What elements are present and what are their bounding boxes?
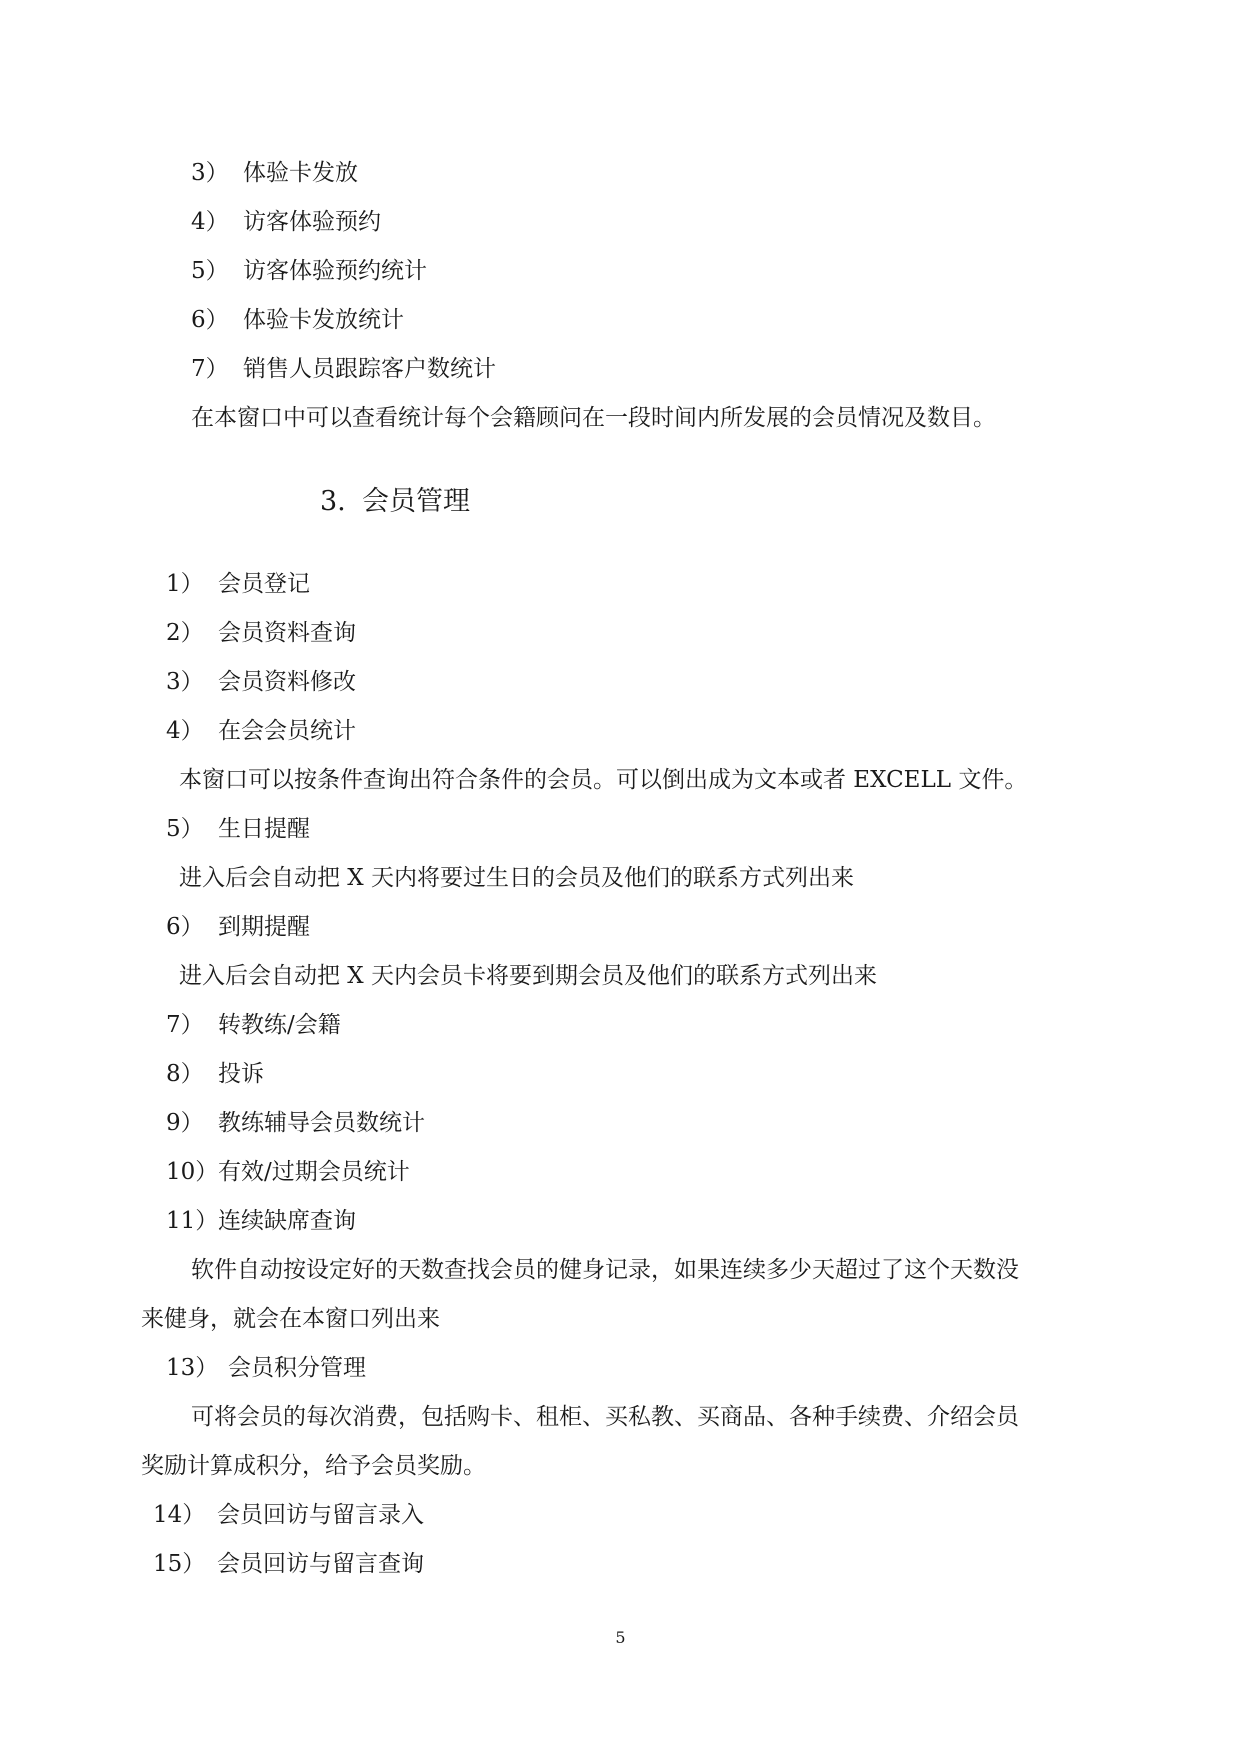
list-item-number: 4）	[191, 209, 229, 235]
section-heading	[320, 485, 470, 519]
paragraph: 进入后会自动把 X 天内会员卡将要到期会员及他们的联系方式列出来	[179, 963, 877, 989]
list-item-text: 访客体验预约统计	[243, 258, 427, 284]
paragraph: 进入后会自动把 X 天内将要过生日的会员及他们的联系方式列出来	[179, 865, 854, 891]
list-item-number: 1）	[166, 571, 204, 597]
list-item	[166, 1108, 425, 1138]
paragraph: 在本窗口中可以查看统计每个会籍顾问在一段时间内所发展的会员情况及数目。	[191, 405, 996, 431]
list-item-text: 会员资料修改	[218, 669, 356, 695]
list-item-number: 4）	[166, 718, 204, 744]
list-item	[166, 1157, 410, 1187]
list-item-number: 3）	[191, 160, 229, 186]
list-item-number: 10）	[166, 1159, 219, 1185]
list-item-text: 生日提醒	[218, 816, 310, 842]
section-title: 会员管理	[362, 486, 470, 517]
list-item-number: 9）	[166, 1110, 204, 1136]
list-item-text: 会员回访与留言查询	[217, 1551, 424, 1577]
section-number: 3.	[320, 486, 346, 517]
paragraph-line: 可将会员的每次消费，包括购卡、租柜、买私教、买商品、各种手续费、介绍会员	[191, 1404, 1019, 1430]
list-item-text: 投诉	[218, 1061, 264, 1087]
list-item-text: 体验卡发放	[243, 160, 358, 186]
list-item-number: 11）	[166, 1208, 219, 1234]
list-item	[153, 1549, 424, 1579]
list-item-text: 销售人员跟踪客户数统计	[243, 356, 496, 382]
paragraph-line: 软件自动按设定好的天数查找会员的健身记录，如果连续多少天超过了这个天数没	[191, 1257, 1019, 1283]
list-item-number: 14）	[153, 1502, 206, 1528]
list-item-text: 教练辅导会员数统计	[218, 1110, 425, 1136]
list-item-number: 8）	[166, 1061, 204, 1087]
list-item	[166, 569, 310, 599]
list-item-text: 会员登记	[218, 571, 310, 597]
list-item-text: 到期提醒	[218, 914, 310, 940]
list-item-number: 6）	[191, 307, 229, 333]
list-item-number: 7）	[191, 356, 229, 382]
list-item	[191, 256, 427, 286]
list-item	[166, 618, 356, 648]
page-number: 5	[615, 1628, 626, 1647]
list-item-text: 体验卡发放统计	[243, 307, 404, 333]
list-item-number: 6）	[166, 914, 204, 940]
list-item-number: 5）	[191, 258, 229, 284]
list-item	[191, 158, 358, 188]
list-item	[191, 354, 496, 384]
list-item-text: 会员积分管理	[228, 1355, 366, 1381]
list-item-number: 2）	[166, 620, 204, 646]
list-item-text: 在会会员统计	[218, 718, 356, 744]
list-item	[166, 1010, 341, 1040]
list-item-number: 15）	[153, 1551, 206, 1577]
list-item	[166, 1059, 264, 1089]
list-item	[153, 1500, 424, 1530]
list-item-number: 7）	[166, 1012, 204, 1038]
list-item-number: 5）	[166, 816, 204, 842]
list-item	[191, 305, 404, 335]
list-item-text: 连续缺席查询	[218, 1208, 356, 1234]
paragraph: 本窗口可以按条件查询出符合条件的会员。可以倒出成为文本或者 EXCELL 文件。	[179, 767, 1028, 793]
list-item	[166, 667, 356, 697]
list-item	[191, 207, 381, 237]
paragraph-line: 奖励计算成积分，给予会员奖励。	[141, 1453, 486, 1479]
list-item-number: 3）	[166, 669, 204, 695]
list-item-text: 会员资料查询	[218, 620, 356, 646]
list-item	[166, 1353, 366, 1383]
list-item-number: 13）	[166, 1355, 219, 1381]
list-item	[166, 1206, 356, 1236]
list-item	[166, 814, 310, 844]
list-item-text: 会员回访与留言录入	[217, 1502, 424, 1528]
list-item-text: 有效/过期会员统计	[218, 1159, 410, 1185]
list-item-text: 访客体验预约	[243, 209, 381, 235]
paragraph-line: 来健身，就会在本窗口列出来	[141, 1306, 440, 1332]
list-item	[166, 716, 356, 746]
list-item-text: 转教练/会籍	[218, 1012, 341, 1038]
list-item	[166, 912, 310, 942]
